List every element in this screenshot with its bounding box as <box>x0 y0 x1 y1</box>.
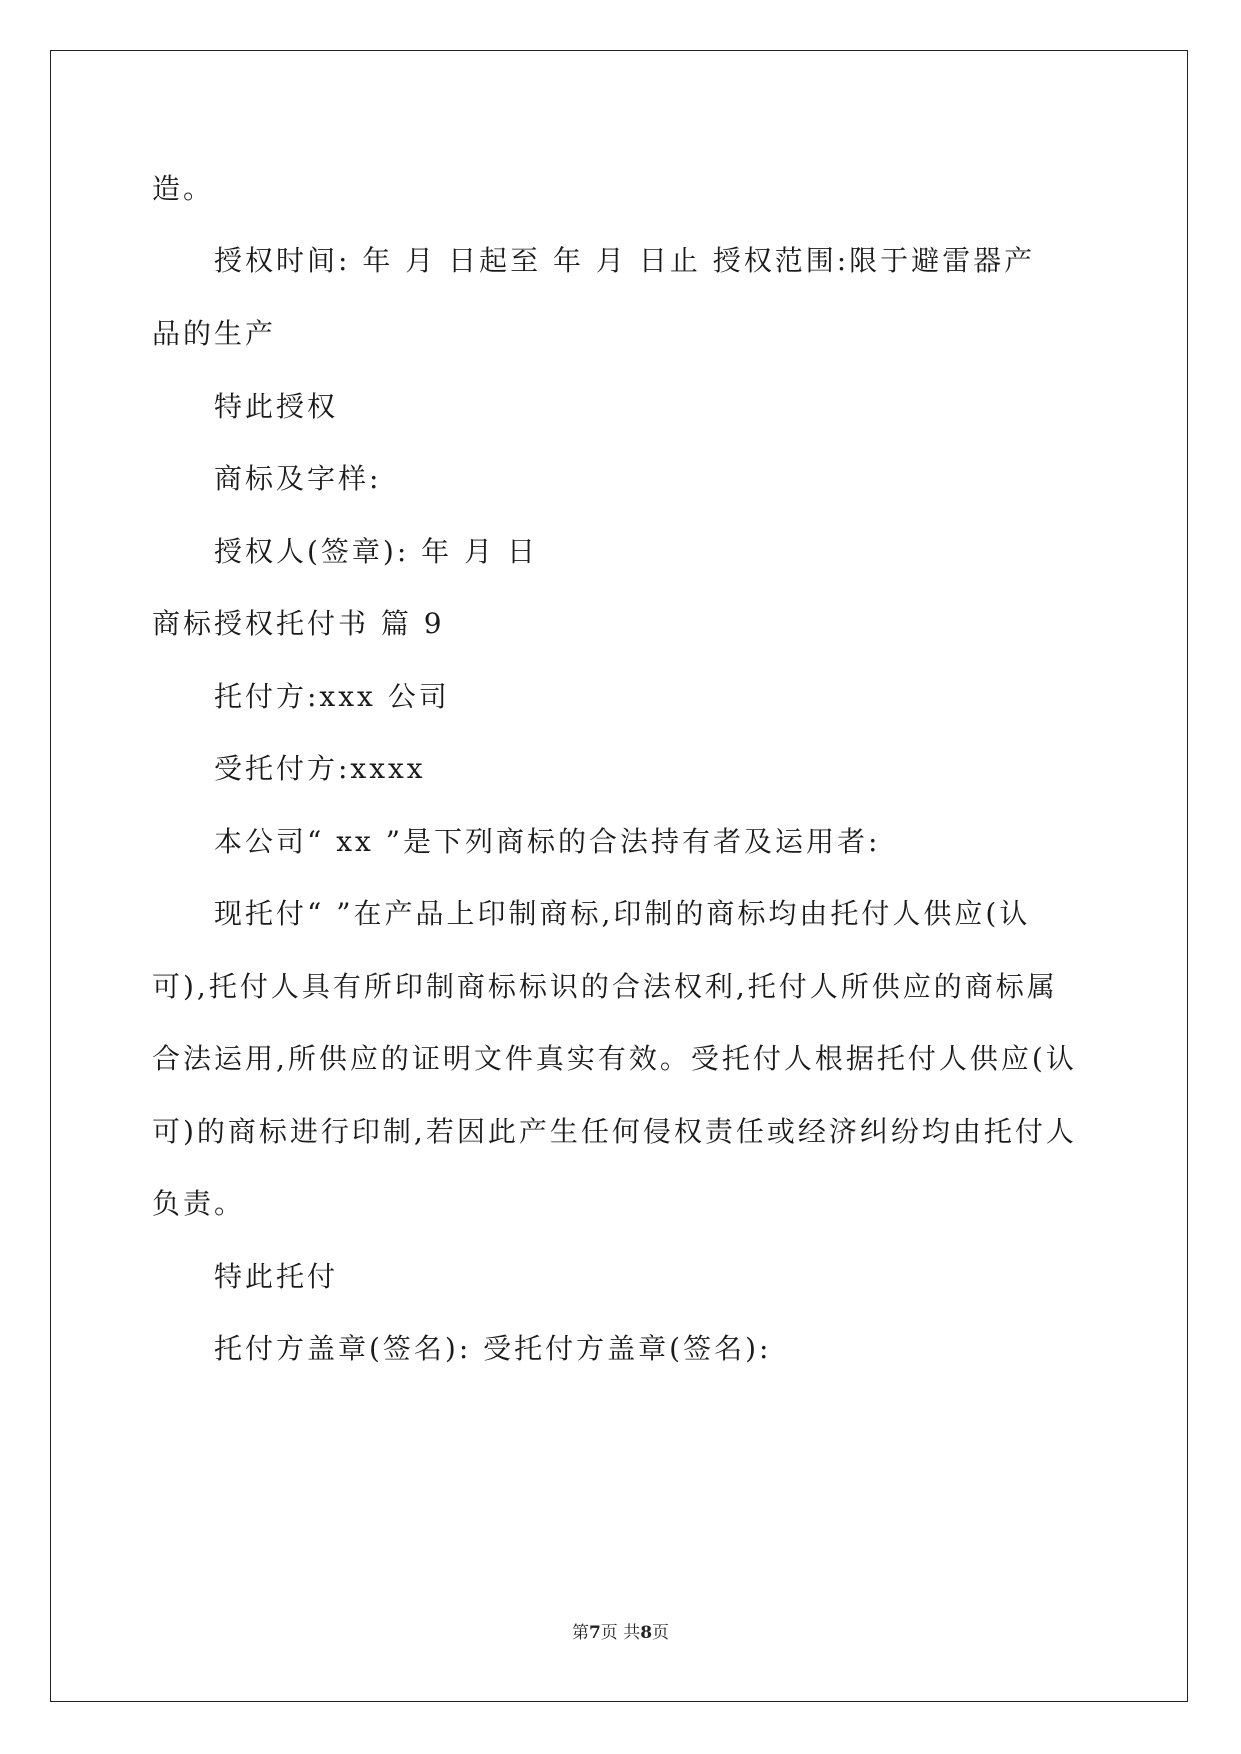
text-line: 特此授权 <box>214 390 339 423</box>
page-suffix: 页 <box>652 1623 670 1643</box>
text-line: 负责。 <box>152 1187 246 1220</box>
text-line: 商标及字样: <box>214 462 382 495</box>
page-current: 7 <box>588 1623 601 1643</box>
text-line: 特此托付 <box>214 1260 339 1293</box>
text-line: 可),托付人具有所印制商标标识的合法权利,托付人所供应的商标属 <box>152 970 1058 1003</box>
text-line: 合法运用,所供应的证明文件真实有效。受托付人根据托付人供应(认 <box>152 1042 1077 1075</box>
text-line: 本公司“ xx ”是下列商标的合法持有者及运用者: <box>214 825 881 858</box>
page-border <box>50 50 1188 1702</box>
text-line: 托付方盖章(签名): 受托付方盖章(签名): <box>214 1332 772 1365</box>
text-line: 可)的商标进行印制,若因此产生任何侵权责任或经济纠纷均由托付人 <box>152 1115 1077 1148</box>
text-line: 造。 <box>152 172 215 205</box>
text-line: 受托付方:xxxx <box>214 752 426 785</box>
text-line: 授权时间: 年 月 日起至 年 月 日止 授权范围:限于避雷器产 <box>214 244 1036 277</box>
text-line: 托付方:xxx 公司 <box>214 680 450 713</box>
page-footer <box>0 1618 1241 1643</box>
text-line: 授权人(签章): 年 月 日 <box>214 535 538 568</box>
page-prefix: 第 <box>571 1623 589 1643</box>
text-line: 品的生产 <box>152 317 277 350</box>
text-line: 现托付“ ”在产品上印制商标,印制的商标均由托付人供应(认 <box>214 897 1031 930</box>
page-mid: 页 共 <box>600 1623 641 1643</box>
page-total: 8 <box>640 1623 653 1643</box>
section-heading: 商标授权托付书 篇 9 <box>152 607 445 640</box>
